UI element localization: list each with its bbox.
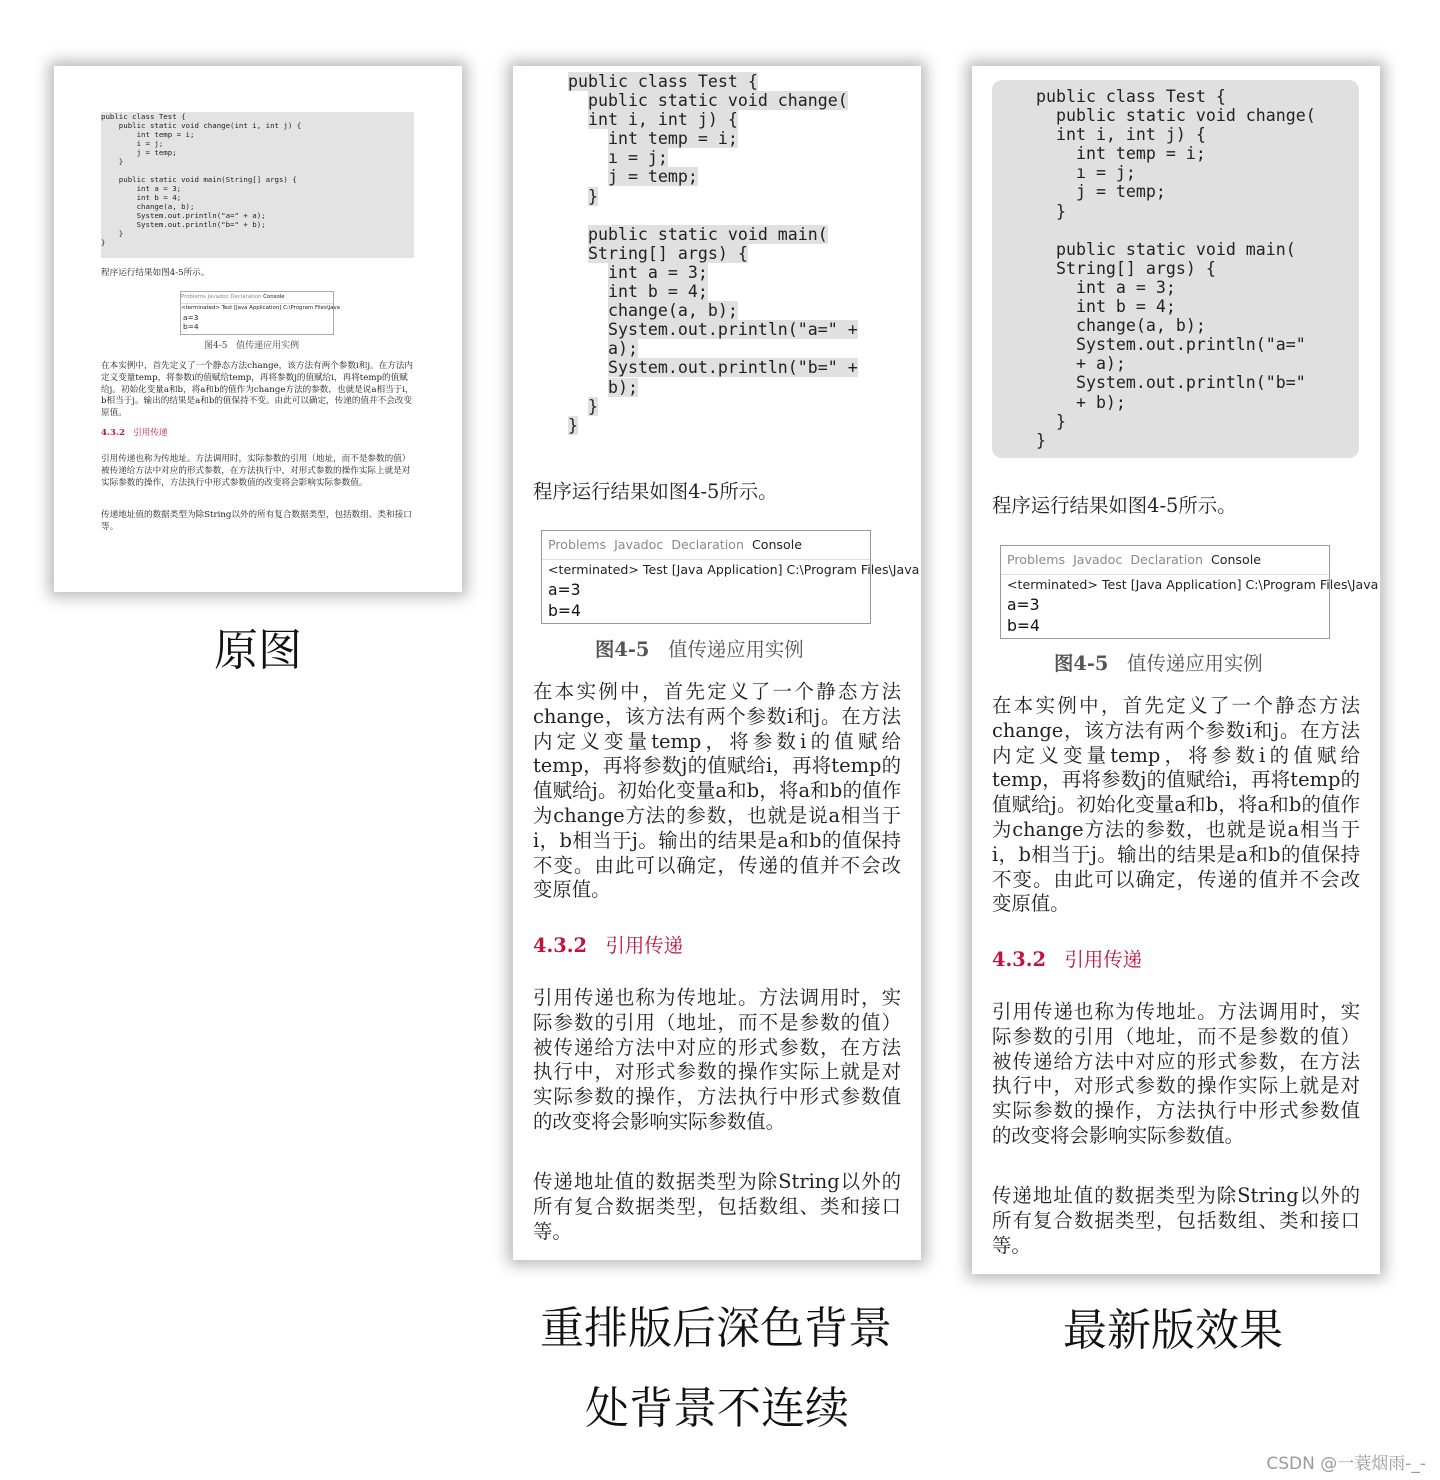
label-reflow-line2: 处背景不连续 [585,1383,849,1434]
code-line: System.out.println("a=" + a); [101,211,266,220]
figure-number: 图4-5 [595,638,650,661]
figure-title: 值传递应用实例 [667,638,804,661]
code-line: } [587,186,598,206]
result-text: 程序运行结果如图4-5所示。 [533,480,778,503]
figure-caption [595,634,804,662]
code-line: change(a, b); [1036,316,1206,336]
code-line: System.out.println("b=" + b); [101,220,266,229]
code-line: int a = 3; [101,184,182,193]
paragraph-3: 传递地址值的数据类型为除String以外的所有复合数据类型，包括数组、类和接口等。 [992,1184,1360,1257]
code-line: j = temp; [1036,182,1166,202]
result-text: 程序运行结果如图4-5所示。 [101,268,210,278]
figure-title: 值传递应用实例 [1126,652,1263,675]
code-line: System.out.println("a=" + [607,320,858,340]
reflow-page [513,66,921,1260]
section-title: 引用传递 [605,934,684,957]
code-line: public static void change(int i, int j) { [101,121,302,130]
code-line: int b = 4; [607,282,708,302]
code-line: ı = j; [1036,163,1136,183]
paragraph-1: 在本实例中，首先定义了一个静态方法change，该方法有两个参数i和j。在方法内定义变量temp，将参数i的值赋给temp，再将参数j的值赋给i，再将temp的值赋给j。初始化变量a和b，将a和b的值作为change方法的参数，也就是说a相当于i，b相当于j。输出的结果是a和b的值保持不变。由此可以确定，传递的值并不会改变原值。 [101,361,414,419]
code-line: public class Test { [101,112,186,121]
code-line: System.out.println("b=" + [607,358,858,378]
console-terminated: <terminated> Test [Java Application] C:\Program Files\Java [548,562,920,577]
console-output-a: a=3 [1007,596,1040,614]
tab-console[interactable]: Console [1210,552,1261,567]
code-line: change(a, b); [101,202,195,211]
code-block [568,72,858,435]
code-line: int temp = i; [101,130,195,139]
code-line: + b); [1036,392,1126,412]
code-line: b); [607,377,638,397]
section-title: 引用传递 [1064,948,1143,971]
label-reflow-line1: 重排版后深色背景 [540,1303,892,1354]
paragraph-2: 引用传递也称为传地址。方法调用时，实际参数的引用（地址，而不是参数的值）被传递给方法中对应的形式参数，在方法执行中，对形式参数的操作实际上就是对实际参数的操作，方法执行中形式参数值的改变将会影响实际参数值。 [533,986,901,1133]
section-heading [992,944,1142,972]
console-panel [1000,545,1379,639]
code-line: change(a, b); [607,301,738,321]
result-text: 程序运行结果如图4-5所示。 [992,494,1237,517]
paragraph-2: 引用传递也称为传地址。方法调用时，实际参数的引用（地址，而不是参数的值）被传递给方法中对应的形式参数，在方法执行中，对形式参数的操作实际上就是对实际参数的操作，方法执行中形式参数值的改变将会影响实际参数值。 [101,454,411,488]
code-line: int temp = i; [607,129,738,149]
code-line: } [1036,201,1066,221]
figure-title: 值传递应用实例 [236,341,300,351]
code-line: a); [607,339,638,359]
console-panel [180,291,340,335]
code-line: int temp = i; [1036,144,1206,164]
code-line: int a = 3; [607,262,708,282]
tab-javadoc[interactable]: Javadoc [614,537,664,552]
section-heading [101,428,168,440]
console-terminated: <terminated> Test [Java Application] C:\Program Files\Java [181,305,340,311]
code-line: public class Test { [1036,87,1226,106]
code-line: String[] args) { [1036,258,1216,278]
code-line: public static void main(String[] args) { [101,175,297,184]
code-line: public static void change( [1036,106,1316,126]
code-line: int a = 3; [1036,277,1176,297]
label-latest: 最新版效果 [1063,1305,1283,1356]
code-block [1036,87,1316,450]
label-original: 原图 [214,625,302,676]
tab-declaration[interactable]: Declaration [671,537,744,552]
code-line: + a); [1036,354,1126,374]
tab-declaration[interactable]: Declaration [230,294,262,300]
code-line: System.out.println("b=" [1036,373,1306,393]
code-line: int i, int j) { [1036,125,1206,145]
figure-number: 图4-5 [204,341,228,351]
console-output-b: b=4 [548,602,581,620]
tab-problems[interactable]: Problems [548,537,607,552]
code-line: String[] args) { [587,243,748,263]
console-output-b: b=4 [183,322,199,331]
code-line: } [1036,430,1046,450]
console-output-a: a=3 [548,581,581,599]
code-block [101,112,414,258]
code-line: int b = 4; [1036,297,1176,317]
code-line: } [587,396,598,416]
code-line: i = j; [101,139,164,148]
console-panel [541,530,920,624]
code-line [101,166,414,175]
tab-problems[interactable]: Problems [181,294,206,300]
code-line: ı = j; [607,148,668,168]
paragraph-3: 传递地址值的数据类型为除String以外的所有复合数据类型，包括数组、类和接口等。 [101,510,412,532]
console-output-b: b=4 [1007,617,1040,635]
paragraph-1: 在本实例中，首先定义了一个静态方法change，该方法有两个参数i和j。在方法内定义变量temp，将参数i的值赋给temp，再将参数j的值赋给i，再将temp的值赋给j。初始化变量a和b，将a和b的值作为change方法的参数，也就是说a相当于i，b相当于j。输出的结果是a和b的值保持不变。由此可以确定，传递的值并不会改变原值。 [533,680,901,902]
figure-number: 图4-5 [1054,652,1109,675]
code-line: } [1036,411,1066,431]
figure-caption [1054,648,1263,676]
section-number: 4.3.2 [992,948,1046,971]
tab-javadoc[interactable]: Javadoc [207,294,229,300]
latest-page [972,66,1380,1274]
tab-console[interactable]: Console [751,537,802,552]
tab-declaration[interactable]: Declaration [1130,552,1203,567]
section-heading [533,930,683,958]
code-line: } [568,415,578,435]
tab-console[interactable]: Console [263,294,285,300]
code-line: int b = 4; [101,193,182,202]
code-line: } [101,157,124,166]
code-line: public class Test { [568,72,758,91]
tab-problems[interactable]: Problems [1007,552,1066,567]
code-line: } [101,229,124,238]
paragraph-1: 在本实例中，首先定义了一个静态方法change，该方法有两个参数i和j。在方法内定义变量temp，将参数i的值赋给temp，再将参数j的值赋给i，再将temp的值赋给j。初始化变量a和b，将a和b的值作为change方法的参数，也就是说a相当于i，b相当于j。输出的结果是a和b的值保持不变。由此可以确定，传递的值并不会改变原值。 [992,694,1360,916]
console-terminated: <terminated> Test [Java Application] C:\Program Files\Java [1007,577,1379,592]
figure-caption [204,338,299,351]
paragraph-2: 引用传递也称为传地址。方法调用时，实际参数的引用（地址，而不是参数的值）被传递给方法中对应的形式参数，在方法执行中，对形式参数的操作实际上就是对实际参数的操作，方法执行中形式参数值的改变将会影响实际参数值。 [992,1000,1360,1147]
code-line: j = temp; [101,148,177,157]
code-line: j = temp; [607,167,698,187]
code-line: System.out.println("a=" [1036,335,1306,355]
code-line: } [101,238,106,247]
section-number: 4.3.2 [101,428,125,438]
code-line: public static void main( [1036,239,1296,259]
watermark: CSDN @一蓑烟雨-_- [1266,1454,1426,1474]
section-number: 4.3.2 [533,934,587,957]
code-line [568,206,858,225]
console-output-a: a=3 [183,313,199,322]
code-line: public static void main( [587,224,828,244]
section-title: 引用传递 [133,428,168,438]
code-line [1036,221,1316,240]
paragraph-3: 传递地址值的数据类型为除String以外的所有复合数据类型，包括数组、类和接口等。 [533,1170,901,1243]
original-page [54,66,462,592]
code-line: int i, int j) { [587,110,738,130]
code-line: public static void change( [587,91,848,111]
tab-javadoc[interactable]: Javadoc [1073,552,1123,567]
